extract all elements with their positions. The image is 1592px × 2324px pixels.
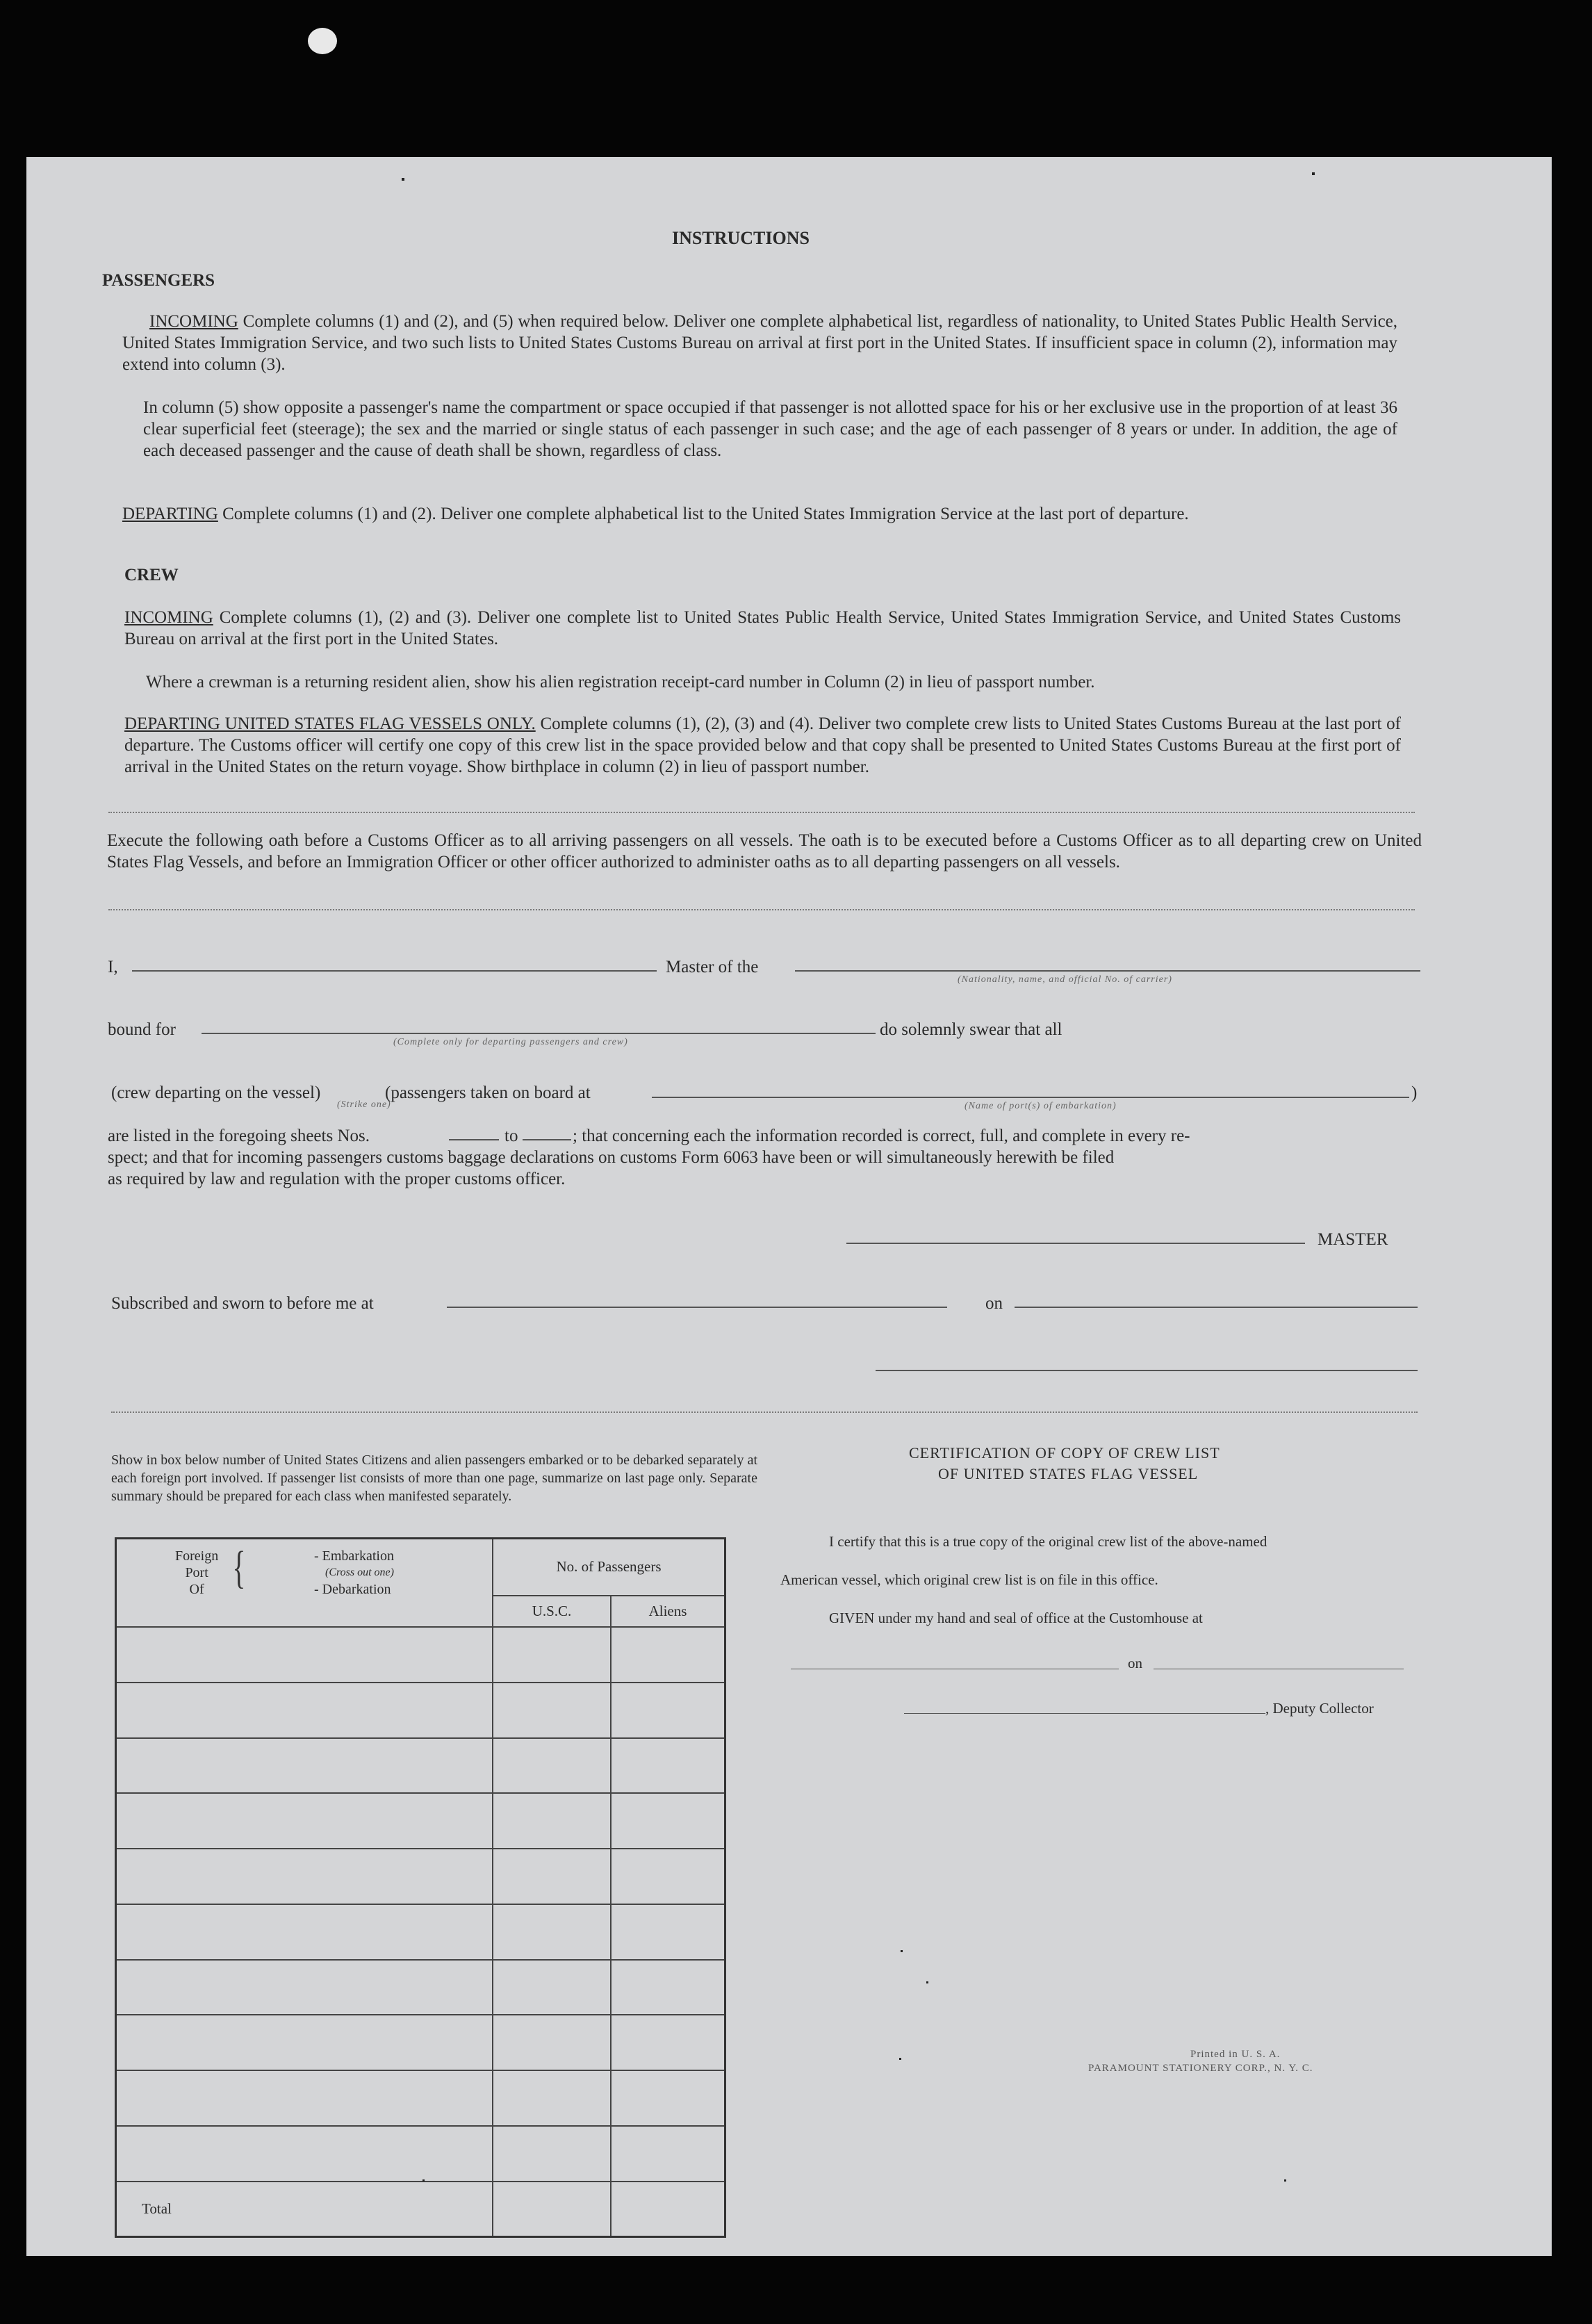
certification-on-label: on bbox=[1128, 1655, 1142, 1671]
scan-speck bbox=[899, 2058, 901, 2060]
embarkation-label[interactable]: - Embarkation bbox=[314, 1548, 394, 1564]
total-usc-cell[interactable] bbox=[493, 2182, 611, 2237]
table-row-aliens[interactable] bbox=[611, 1793, 725, 1849]
table-row-usc[interactable] bbox=[493, 1849, 611, 1904]
oath-i-label: I, bbox=[108, 958, 118, 976]
table-row-aliens[interactable] bbox=[611, 1960, 725, 2015]
subscribed-date-field[interactable] bbox=[1015, 1307, 1418, 1308]
crew-departing-label: (crew departing on the vessel) bbox=[111, 1083, 321, 1102]
summary-note: Show in box below number of United States Citizens and alien passengers embarked or to be debarked separately at each foreign port involved. If passenger list consists of more than one page, summarize on last page only. Separate summary should be prepared for each class when manifested separately. bbox=[111, 1452, 757, 1504]
passengers-departing-paragraph bbox=[122, 503, 1397, 525]
scan-speck bbox=[402, 178, 404, 181]
table-row-port[interactable] bbox=[116, 1960, 493, 2015]
listed-line-2: spect; and that for incoming passengers customs baggage declarations on customs Form 6063 have been or will simultaneously herewith be filed bbox=[108, 1148, 1115, 1167]
passengers-incoming-paragraph bbox=[122, 311, 1397, 375]
table-row-usc[interactable] bbox=[493, 1738, 611, 1794]
printer-line-2: PARAMOUNT STATIONERY CORP., N. Y. C. bbox=[1088, 2063, 1313, 2074]
of-label: Of bbox=[189, 1582, 204, 1597]
bound-for-field[interactable] bbox=[202, 1033, 876, 1034]
certification-title-2: OF UNITED STATES FLAG VESSEL bbox=[938, 1465, 1199, 1482]
port-header-cell bbox=[116, 1539, 493, 1628]
table-row-aliens[interactable] bbox=[611, 2126, 725, 2182]
flag-vessels-key: DEPARTING UNITED STATES FLAG VESSELS ONLY. bbox=[124, 714, 536, 733]
column5-paragraph: In column (5) show opposite a passenger's name the compartment or space occupied if that passenger is not allotted space for his or her exclusive use in the proportion of at least 36 clear superficial feet (steerage); the sex and the married or single status of each passenger in such case; and the age of each passenger of 8 years or under. In addition, the age of each deceased passenger and the cause of death shall be shown, regardless of class. bbox=[143, 398, 1397, 460]
table-row-port[interactable] bbox=[116, 2015, 493, 2070]
deputy-collector-label: , Deputy Collector bbox=[1265, 1700, 1374, 1717]
debarkation-label[interactable]: - Debarkation bbox=[314, 1582, 391, 1597]
swear-label: do solemnly swear that all bbox=[880, 1020, 1062, 1039]
scan-speck bbox=[901, 1950, 903, 1952]
master-name-field[interactable] bbox=[132, 970, 657, 972]
table-row-usc[interactable] bbox=[493, 1960, 611, 2015]
table-row-usc[interactable] bbox=[493, 2070, 611, 2126]
subscribed-label: Subscribed and sworn to before me at bbox=[111, 1294, 374, 1313]
strike-one-hint: (Strike one) bbox=[337, 1099, 391, 1110]
divider-3 bbox=[111, 1411, 1418, 1413]
flag-vessels-text: Complete columns (1), (2), (3) and (4). Deliver two complete crew lists to United States Customs Bureau at the last port of departure. The Customs officer will certify one copy of this crew list in the space provided below and that copy shall be presented to United States Customs Bureau at the first port of arrival in the United States on the return voyage. Show birthplace in column (2) in lieu of passport number. bbox=[124, 714, 1401, 776]
deputy-collector-field[interactable] bbox=[904, 1713, 1265, 1714]
table-row-usc[interactable] bbox=[493, 1793, 611, 1849]
no-passengers-header: No. of Passengers bbox=[493, 1539, 725, 1596]
listed-to: to bbox=[504, 1127, 518, 1145]
table-row-usc[interactable] bbox=[493, 2126, 611, 2182]
close-paren: ) bbox=[1411, 1083, 1418, 1102]
sheet-from-field[interactable] bbox=[449, 1139, 499, 1140]
table-row-port[interactable] bbox=[116, 1849, 493, 1904]
table-row-usc[interactable] bbox=[493, 1683, 611, 1738]
instructions-heading: INSTRUCTIONS bbox=[672, 228, 810, 248]
listed-suffix: ; that concerning each the information recorded is correct, full, and complete in every re- bbox=[573, 1127, 1190, 1145]
certify-text: I certify that this is a true copy of the original crew list of the above-named bbox=[829, 1533, 1267, 1550]
cross-out-hint: (Cross out one) bbox=[325, 1566, 394, 1578]
foreign-label: Foreign bbox=[175, 1548, 219, 1564]
table-row-aliens[interactable] bbox=[611, 2070, 725, 2126]
table-row-usc[interactable] bbox=[493, 2015, 611, 2070]
passenger-summary-table bbox=[115, 1537, 726, 2238]
usc-header: U.S.C. bbox=[493, 1596, 611, 1627]
passengers-departing-key: DEPARTING bbox=[122, 505, 218, 523]
divider-1 bbox=[108, 812, 1415, 813]
form-sheet bbox=[26, 157, 1552, 2256]
table-row-aliens[interactable] bbox=[611, 1627, 725, 1683]
scan-speck bbox=[1312, 172, 1315, 175]
table-row-port[interactable] bbox=[116, 1738, 493, 1794]
officer-signature-field[interactable] bbox=[876, 1370, 1418, 1371]
bound-for-hint: (Complete only for departing passengers and crew) bbox=[393, 1037, 628, 1047]
bound-for-label: bound for bbox=[108, 1020, 176, 1039]
given-text: GIVEN under my hand and seal of office at the Customhouse at bbox=[829, 1610, 1203, 1626]
total-label-cell: Total bbox=[116, 2182, 493, 2237]
crewman-paragraph: Where a crewman is a returning resident alien, show his alien registration receipt-card number in Column (2) in lieu of passport number. bbox=[146, 673, 1095, 692]
crew-incoming-paragraph bbox=[124, 607, 1401, 650]
table-row-port[interactable] bbox=[116, 1793, 493, 1849]
table-row-port[interactable] bbox=[116, 2070, 493, 2126]
carrier-field[interactable] bbox=[795, 970, 1420, 972]
embarkation-port-field[interactable] bbox=[652, 1097, 1409, 1098]
ports-hint: (Name of port(s) of embarkation) bbox=[965, 1101, 1117, 1111]
oath-instructions: Execute the following oath before a Customs Officer as to all arriving passengers on all vessels. The oath is to be executed before a Customs Officer as to all departing crew on United States Flag Vessels, and before an Immigration Officer or other officer authorized to administer oaths as to all departing passengers on all vessels. bbox=[107, 831, 1422, 872]
master-signature-field[interactable] bbox=[846, 1243, 1305, 1244]
table-row-usc[interactable] bbox=[493, 1627, 611, 1683]
total-aliens-cell[interactable] bbox=[611, 2182, 725, 2237]
crew-heading: CREW bbox=[124, 566, 179, 584]
master-label: MASTER bbox=[1318, 1230, 1388, 1249]
table-row-port[interactable] bbox=[116, 1627, 493, 1683]
table-row-aliens[interactable] bbox=[611, 1738, 725, 1794]
sheet-to-field[interactable] bbox=[523, 1139, 571, 1140]
scan-speck bbox=[926, 1981, 928, 1983]
carrier-hint: (Nationality, name, and official No. of carrier) bbox=[958, 974, 1172, 985]
port-label: Port bbox=[185, 1565, 208, 1580]
table-row-aliens[interactable] bbox=[611, 1849, 725, 1904]
passengers-taken-label: (passengers taken on board at bbox=[385, 1083, 591, 1102]
scan-speck bbox=[1284, 2179, 1286, 2182]
table-row-usc[interactable] bbox=[493, 1904, 611, 1960]
flag-vessels-paragraph bbox=[124, 713, 1401, 778]
aliens-header: Aliens bbox=[611, 1596, 725, 1627]
table-row-port[interactable] bbox=[116, 2126, 493, 2182]
listed-prefix: are listed in the foregoing sheets Nos. bbox=[108, 1127, 370, 1145]
table-row-port[interactable] bbox=[116, 1683, 493, 1738]
american-vessel-text: American vessel, which original crew list is on file in this office. bbox=[780, 1571, 1158, 1588]
crew-incoming-key: INCOMING bbox=[124, 608, 213, 627]
passengers-departing-text: Complete columns (1) and (2). Deliver one complete alphabetical list to the United States Immigration Service at the last port of departure. bbox=[222, 505, 1189, 523]
scan-speck bbox=[422, 2179, 425, 2182]
passengers-incoming-key: INCOMING bbox=[149, 312, 238, 331]
subscribed-on-label: on bbox=[985, 1294, 1003, 1313]
master-of-label: Master of the bbox=[666, 958, 759, 976]
table-row-port[interactable] bbox=[116, 1904, 493, 1960]
subscribed-place-field[interactable] bbox=[447, 1307, 947, 1308]
passengers-heading: PASSENGERS bbox=[102, 271, 215, 290]
divider-2 bbox=[108, 909, 1415, 910]
brace-icon: { bbox=[232, 1542, 246, 1593]
crew-incoming-text: Complete columns (1), (2) and (3). Deliver one complete list to United States Public Health Service, United States Immigration Service, and United States Customs Bureau on arrival at the first port in the United States. bbox=[124, 608, 1401, 648]
table-row-aliens[interactable] bbox=[611, 1683, 725, 1738]
listed-line-3: as required by law and regulation with the proper customs officer. bbox=[108, 1170, 566, 1188]
table-row-aliens[interactable] bbox=[611, 1904, 725, 1960]
passengers-incoming-text: Complete columns (1) and (2), and (5) when required below. Deliver one complete alphabetical list, regardless of nationality, to United States Public Health Service, United States Immigration Service, and two such lists to United States Customs Bureau on arrival at first port in the United States. If insufficient space in column (2), information may extend into column (3). bbox=[122, 312, 1398, 374]
table-row-aliens[interactable] bbox=[611, 2015, 725, 2070]
printer-line-1: Printed in U. S. A. bbox=[1190, 2049, 1281, 2060]
punch-hole bbox=[308, 28, 337, 54]
certification-title-1: CERTIFICATION OF COPY OF CREW LIST bbox=[909, 1444, 1220, 1462]
